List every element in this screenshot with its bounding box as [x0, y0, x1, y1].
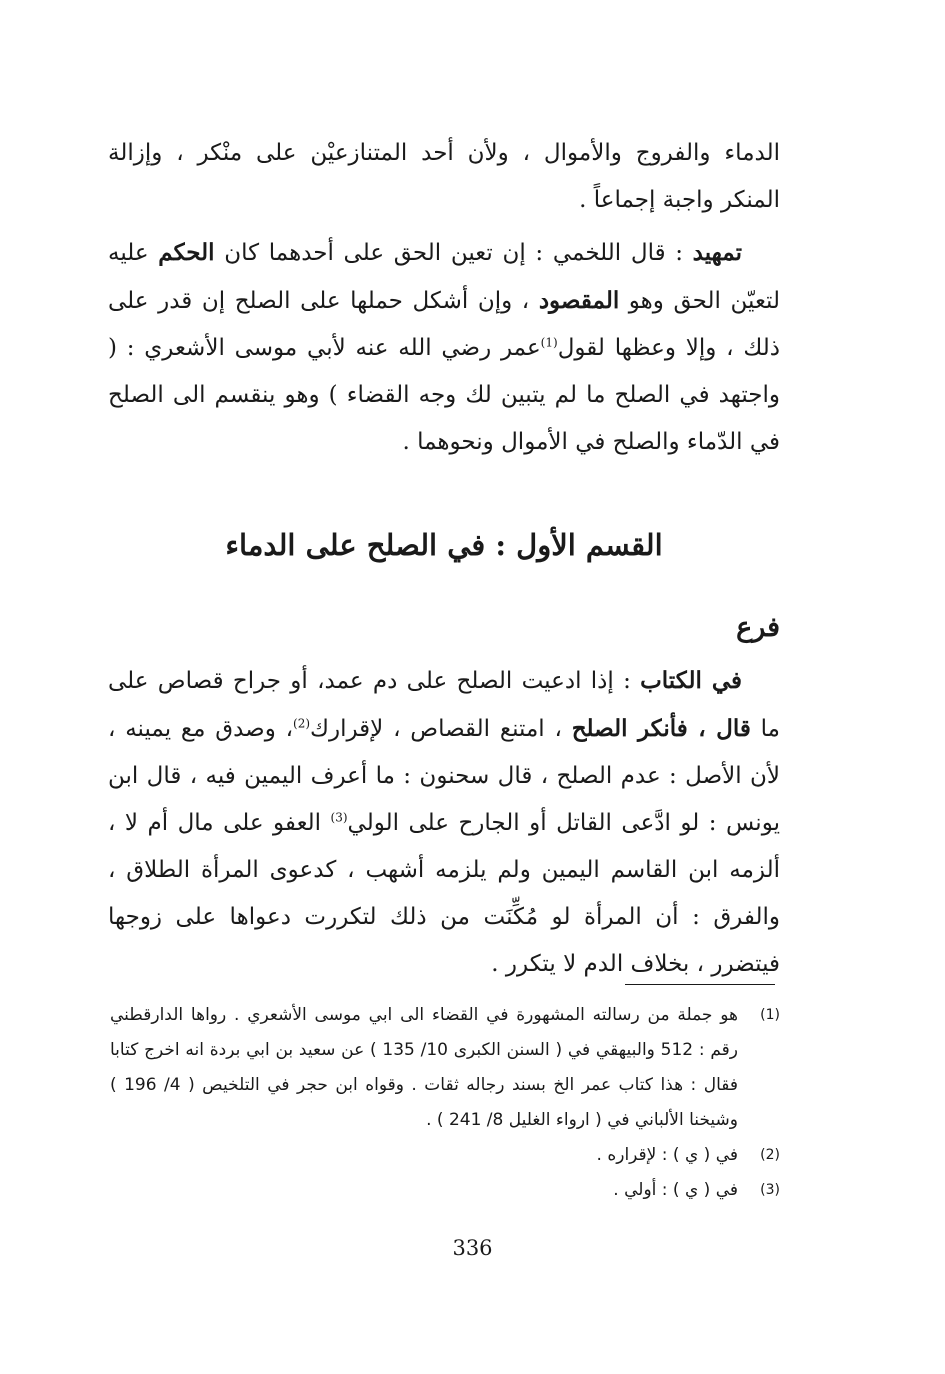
bold-term: في الكتاب: [640, 667, 742, 694]
footnote-divider: [625, 984, 775, 985]
footnote-item: [110, 1173, 780, 1208]
footnote-text: في ( ي ) : أولي .: [613, 1180, 738, 1200]
bold-term: المقصود: [538, 287, 620, 314]
footnote-ref-1[interactable]: (1): [540, 335, 558, 350]
text-run: ، وإن أشكل حملها على الصلح إن قدر على ذلك ، وإلا وعظها لقول: [108, 288, 780, 361]
text-run: عليه لتعيّن الحق وهو: [108, 240, 780, 314]
footnote-number: (3): [760, 1182, 780, 1198]
subsection-heading: فرع: [736, 612, 780, 643]
tamhid-text: [108, 229, 780, 466]
text-run: : قال اللخمي : إن تعين الحق على أحدهما كان: [214, 240, 693, 266]
footnote-text: هو جملة من رسالته المشهورة في القضاء الى ابي موسى الأشعري . رواها الدارقطني رقم : 512 والبيهقي في ( السنن الكبرى 10/ 135 ) عن سعيد بن ابي بردة انه اخرج كتابا فقال : هذا كتاب عمر الخ بسند رجاله ثقات . وقواه ابن حجر في التلخيص ( 4/ 196 ) وشيخنا الألباني في ( ارواء الغليل 8/ 241 ) .: [110, 1005, 738, 1130]
text-run: العفو على مال أم لا ، ألزمه ابن القاسم اليمين ولم يلزمه أشهب ، كدعوى المرأة الطلاق ، والفرق : أن المرأة لو مُكِّنَت من ذلك لتكررت دعواها على زوجها فيتضرر ، بخلاف الدم لا يتكرر .: [108, 810, 780, 977]
paragraph-tamhid: [108, 229, 780, 466]
footnote-number: (1): [760, 1007, 780, 1023]
kitab-text: [108, 657, 780, 988]
footnote-ref-2[interactable]: (2): [293, 716, 311, 731]
text-run: ، وصدق مع يمينه ، لأن الأصل : عدم الصلح ، قال سحنون : ما أعرف اليمين فيه ، قال ابن يونس : لو ادَّعى القاتل أو الجارح على الولي: [108, 716, 780, 836]
footnote-ref-3[interactable]: (3): [330, 810, 348, 825]
page-number: 336: [452, 1236, 493, 1260]
paragraph-text: الدماء والفروج والأموال ، ولأن أحد المتنازعيْن على منْكر ، وإزالة المنكر واجبة إجماعاً .: [108, 140, 780, 213]
footnote-item: [110, 1138, 780, 1173]
section-heading: القسم الأول : في الصلح على الدماء: [225, 528, 663, 562]
tamhid-label: تمهيد: [692, 239, 742, 266]
footnotes: [110, 998, 780, 1208]
paragraph-continuation: [108, 130, 780, 224]
text-run: عمر رضي الله عنه لأبي موسى الأشعري : ( واجتهد في الصلح ما لم يتبين لك وجه القضاء ) وهو ينقسم الى الصلح في الدّماء والصلح في الأموال ونحوهما .: [108, 335, 780, 455]
paragraph-kitab: [108, 657, 780, 988]
text-run: ، امتنع القصاص ، لإقرارك: [310, 716, 572, 742]
footnote-text: في ( ي ) : لإقراره .: [596, 1145, 738, 1165]
bold-term: قال ، فأنكر الصلح: [571, 715, 751, 742]
footnote-number: (2): [760, 1147, 780, 1163]
text-run: : إذا ادعيت الصلح على دم عمد، أو جراح قصاص على ما: [108, 668, 780, 742]
bold-term: الحكم: [158, 239, 215, 266]
footnote-item: [110, 998, 780, 1138]
